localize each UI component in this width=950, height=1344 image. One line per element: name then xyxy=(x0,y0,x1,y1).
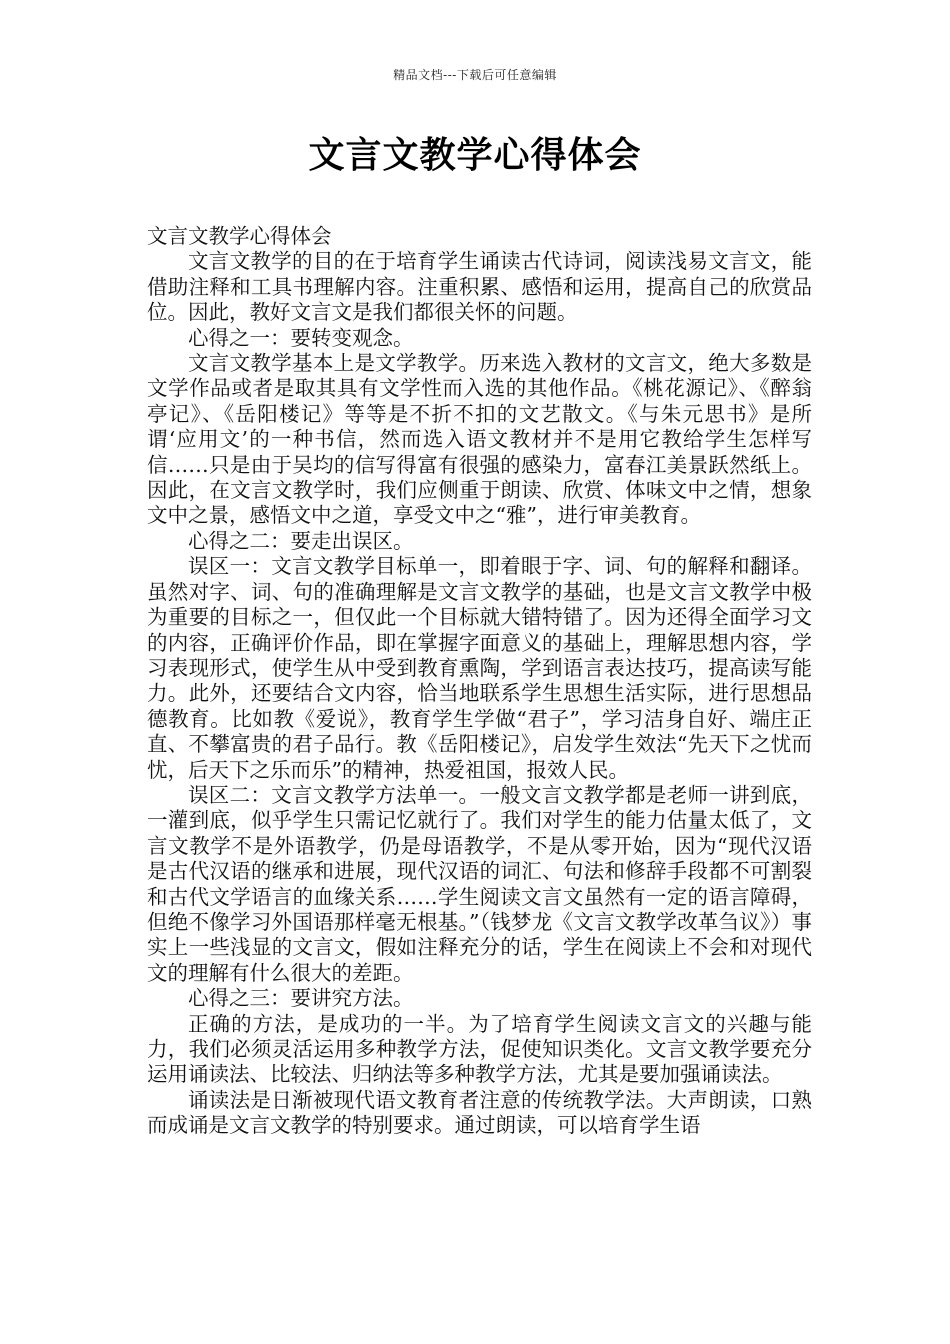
body-paragraph: 诵读法是日渐被现代语文教育者注意的传统教学法。大声朗读，口熟而成诵是文言文教学的特别要求。通过朗读，可以培育学生语 xyxy=(147,1087,812,1138)
body-paragraph: 文言文教学的目的在于培育学生诵读古代诗词，阅读浅易文言文，能借助注释和工具书理解内容。注重积累、感悟和运用，提高自己的欣赏品位。因此，教好文言文是我们都很关怀的问题。 xyxy=(147,249,812,325)
body-paragraph: 误区二：文言文教学方法单一。一般文言文教学都是老师一讲到底，一灌到底，似乎学生只需记忆就行了。我们对学生的能力估量太低了，文言文教学不是外语教学，仍是母语教学，不是从零开始，因为“现代汉语是古代汉语的继承和进展，现代汉语的词汇、句法和修辞手段都不可割裂和古代文学语言的血缘关系……学生阅读文言文虽然有一定的语言障碍，但绝不像学习外国语那样毫无根基。”（钱梦龙《文言文教学改革刍议》）事实上一些浅显的文言文，假如注释充分的话，学生在阅读上不会和对现代文的理解有什么很大的差距。 xyxy=(147,782,812,985)
body-paragraph: 心得之三：要讲究方法。 xyxy=(188,986,414,1011)
document-title: 文言文教学心得体会 xyxy=(308,135,642,176)
body-paragraph: 正确的方法，是成功的一半。为了培育学生阅读文言文的兴趣与能力，我们必须灵活运用多种教学方法，促使知识类化。文言文教学要充分运用诵读法、比较法、归纳法等多种教学方法，尤其是要加强诵读法。 xyxy=(147,1011,812,1087)
body-paragraph: 文言文教学基本上是文学教学。历来选入教材的文言文，绝大多数是文学作品或者是取其具有文学性而入选的其他作品。《桃花源记》、《醉翁亭记》、《岳阳楼记》等等是不折不扣的文艺散文。《与朱元思书》是所谓‘应用文’的一种书信，然而选入语文教材并不是用它教给学生怎样写信……只是由于吴均的信写得富有很强的感染力，富春江美景跃然纸上。因此，在文言文教学时，我们应侧重于朗读、欣赏、体味文中之情，想象文中之景，感悟文中之道，享受文中之“雅”，进行审美教育。 xyxy=(147,351,812,528)
body-paragraph: 误区一：文言文教学目标单一，即着眼于字、词、句的解释和翻译。虽然对字、词、句的准确理解是文言文教学的基础，也是文言文教学中极为重要的目标之一，但仅此一个目标就大错特错了。因为还得全面学习文的内容，正确评价作品，即在掌握字面意义的基础上，理解思想内容，学习表现形式，使学生从中受到教育熏陶，学到语言表达技巧，提高读写能力。此外，还要结合文内容，恰当地联系学生思想生活实际，进行思想品德教育。比如教《爱说》，教育学生学做“君子”，学习洁身自好、端庄正直、不攀富贵的君子品行。教《岳阳楼记》，启发学生效法“先天下之忧而忧，后天下之乐而乐”的精神，热爱祖国，报效人民。 xyxy=(147,554,812,782)
body-paragraph: 心得之二：要走出误区。 xyxy=(188,528,414,553)
body-paragraph: 心得之一：要转变观念。 xyxy=(188,325,414,350)
document-body xyxy=(147,224,812,1139)
body-subtitle: 文言文教学心得体会 xyxy=(147,224,332,248)
header-note: 精品文档---下载后可任意编辑 xyxy=(393,68,557,82)
